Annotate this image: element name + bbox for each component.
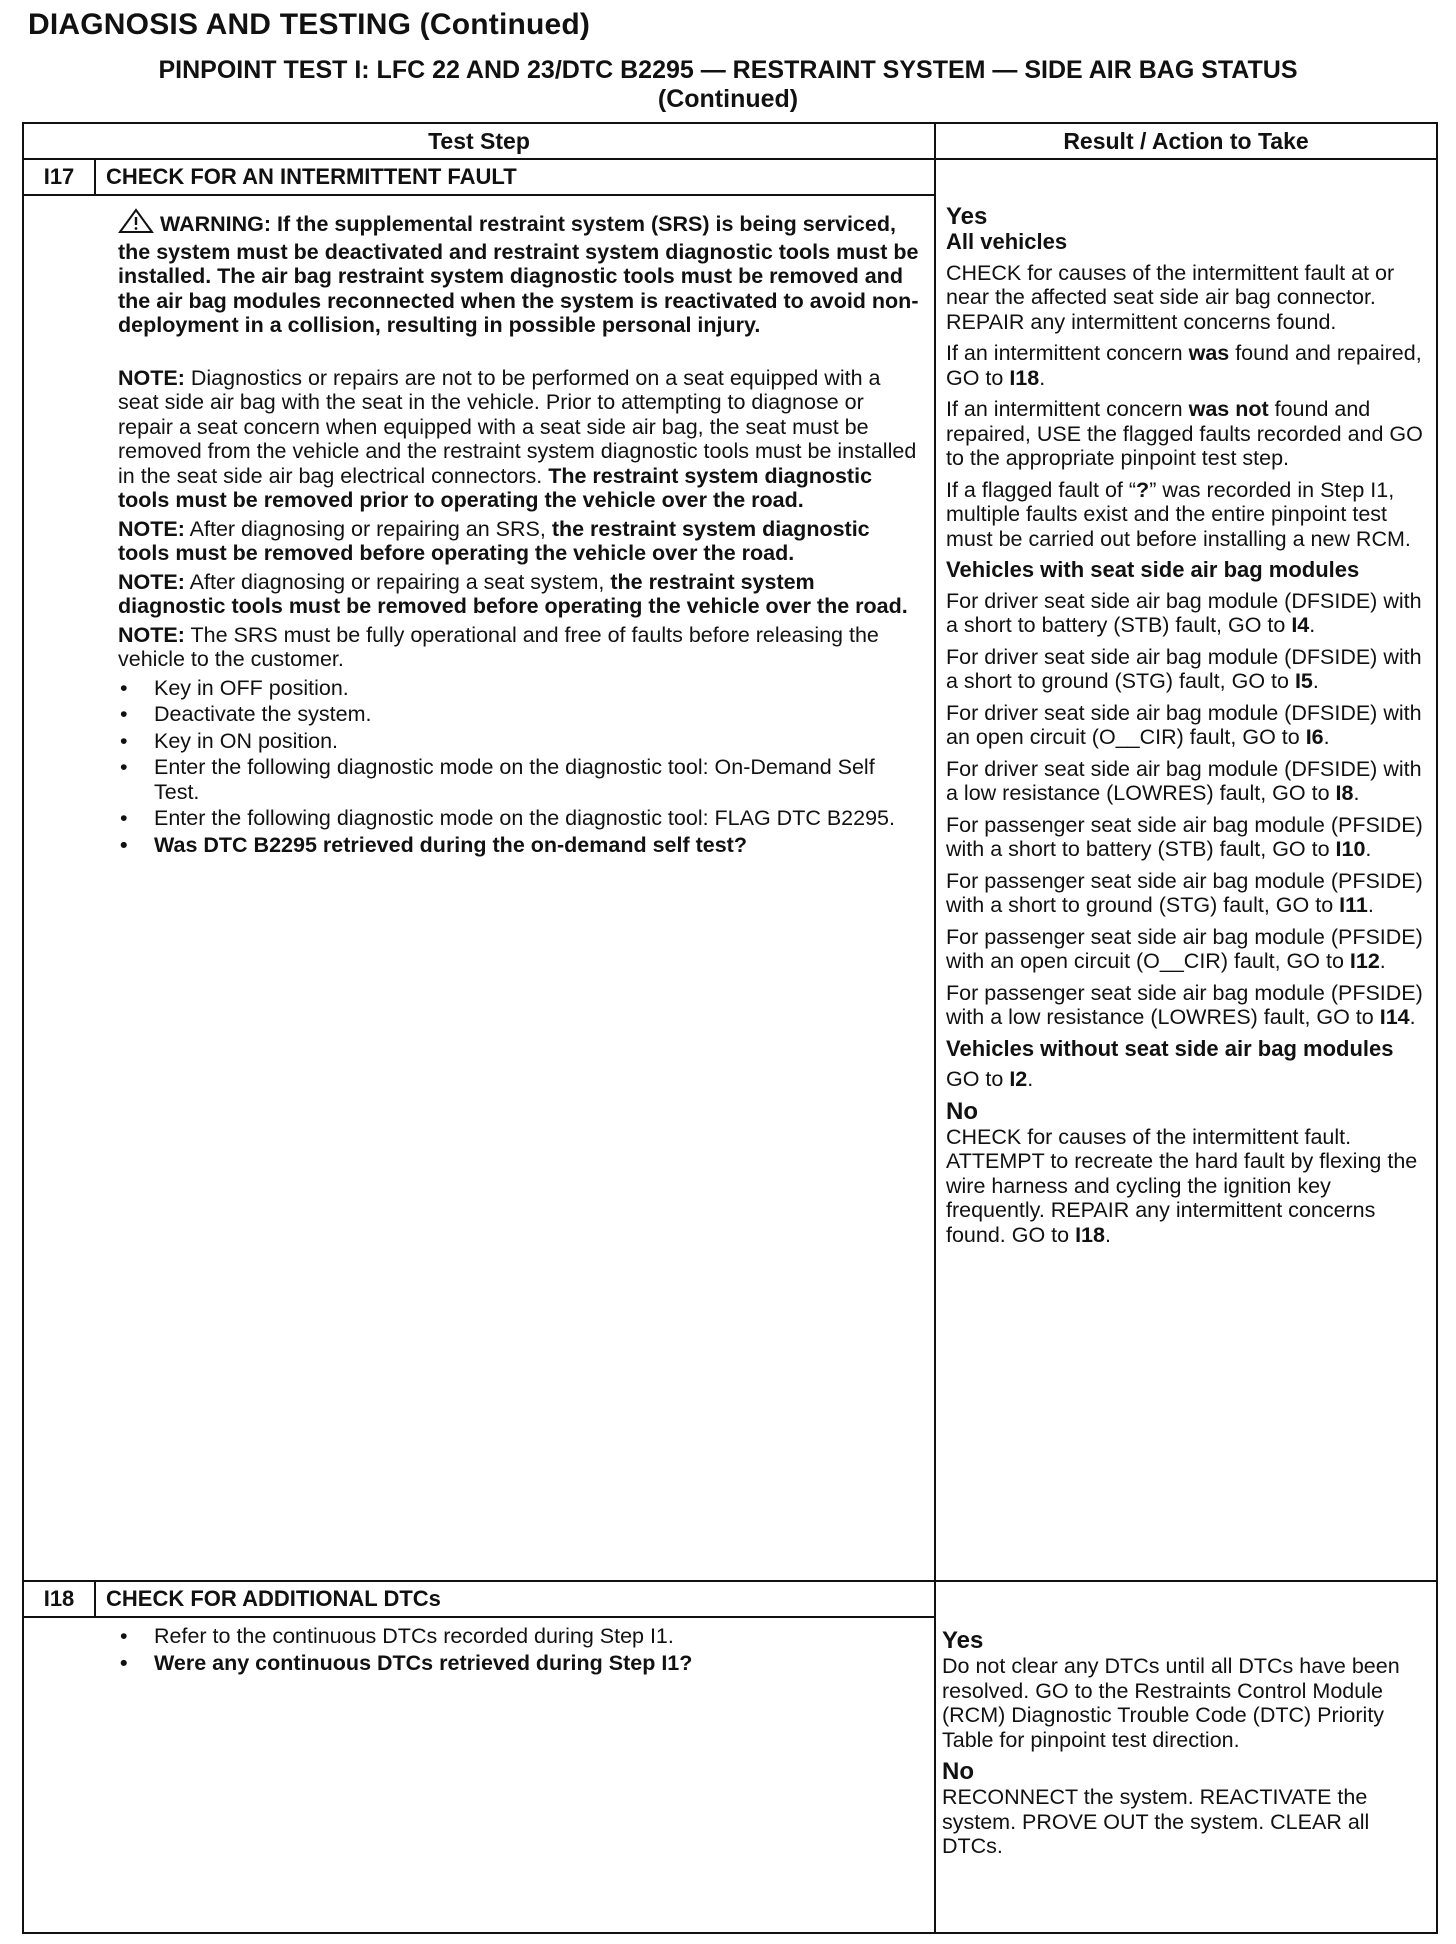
note-srs-tools: NOTE: After diagnosing or repairing an SRS, the restraint system diagnostic tools must be removed before operating the vehicle over the road. xyxy=(118,516,870,565)
warning-text: WARNING: If the supplemental restraint system (SRS) is being serviced, the system must be deactivated and restraint system diagnostic tools must be installed. The air bag restraint system diagnostic tools must be removed and the air bag modules reconnected when the system is reactivated to avoid non-deployment in a collision, resulting in possible personal injury. xyxy=(118,212,919,337)
column-divider xyxy=(934,124,936,1932)
subtitle-line2: (Continued) xyxy=(657,85,799,113)
list-item: • Enter the following diagnostic mode on the diagnostic tool: On-Demand Self Test. xyxy=(118,755,922,804)
goto-item: For passenger seat side air bag module (PFSIDE) with a low resistance (LOWRES) fault, GO to I14. xyxy=(946,980,1423,1029)
step-title-i17: CHECK FOR AN INTERMITTENT FAULT xyxy=(106,164,517,189)
list-item: • Key in OFF position. xyxy=(118,676,922,701)
result-concern-found: If an intermittent concern was found and repaired, GO to I18. xyxy=(946,341,1422,390)
column-header-test-step: Test Step xyxy=(428,128,530,154)
page-title: DIAGNOSIS AND TESTING (Continued) xyxy=(28,8,591,41)
list-item: • Deactivate the system. xyxy=(118,702,922,727)
step-number-i17: I17 xyxy=(43,164,75,189)
i18-title-line xyxy=(24,1616,934,1618)
all-vehicles-heading: All vehicles xyxy=(946,229,1068,254)
i17-title-line xyxy=(24,194,934,196)
goto-item: For driver seat side air bag module (DFSIDE) with a short to ground (STG) fault, GO to I5. xyxy=(946,644,1422,693)
i18-test-step-content xyxy=(118,1624,922,1677)
result-flagged-fault: If a flagged fault of “?” was recorded in Step I1, multiple faults exist and the entire pinpoint test must be carried out before installing a new RCM. xyxy=(946,477,1411,551)
goto-item: For passenger seat side air bag module (PFSIDE) with a short to ground (STG) fault, GO to I11. xyxy=(946,868,1423,917)
i18-procedure-list xyxy=(118,1624,922,1675)
goto-item: For passenger seat side air bag module (PFSIDE) with a short to battery (STB) fault, GO to I10. xyxy=(946,812,1423,861)
goto-item: GO to I2. xyxy=(946,1067,1034,1091)
i17-procedure-list xyxy=(118,676,922,858)
list-item: • Refer to the continuous DTCs recorded during Step I1. xyxy=(118,1624,922,1649)
without-seat-side-heading: Vehicles without seat side air bag modules xyxy=(946,1035,1394,1061)
yes-label: Yes xyxy=(946,203,988,230)
yes-result-text: Do not clear any DTCs until all DTCs have been resolved. GO to the Restraints Control Module (RCM) Diagnostic Trouble Code (DTC) Priority Table for pinpoint test direction. xyxy=(942,1654,1400,1752)
goto-item: For driver seat side air bag module (DFSIDE) with a short to battery (STB) fault, GO to I4. xyxy=(946,588,1422,637)
i18-result-content xyxy=(942,1628,1432,1866)
test-table xyxy=(22,122,1438,1934)
no-label: No xyxy=(942,1758,974,1785)
yes-label: Yes xyxy=(942,1627,984,1654)
list-item: • Enter the following diagnostic mode on the diagnostic tool: FLAG DTC B2295. xyxy=(118,806,922,831)
pinpoint-test-title xyxy=(0,56,1456,114)
goto-item: For passenger seat side air bag module (PFSIDE) with an open circuit (O__CIR) fault, GO to I12. xyxy=(946,924,1423,973)
list-item: • Key in ON position. xyxy=(118,729,922,754)
subtitle-line1: PINPOINT TEST I: LFC 22 AND 23/DTC B2295 — RESTRAINT SYSTEM — SIDE AIR BAG STATUS xyxy=(158,56,1298,84)
no-result-text: RECONNECT the system. REACTIVATE the system. PROVE OUT the system. CLEAR all DTCs. xyxy=(942,1785,1370,1858)
result-concern-not-found: If an intermittent concern was not found and repaired, USE the flagged faults recorded and GO to the appropriate pinpoint test step. xyxy=(946,397,1423,470)
seat-side-heading: Vehicles with seat side air bag modules xyxy=(946,557,1360,582)
no-result-text: CHECK for causes of the intermittent fault. ATTEMPT to recreate the hard fault by flexing the wire harness and cycling the ignition key frequently. REPAIR any intermittent concerns found. GO to I18. xyxy=(946,1124,1418,1247)
i18-question: • Were any continuous DTCs retrieved during Step I1? xyxy=(118,1651,922,1676)
note-seat-removal: NOTE: Diagnostics or repairs are not to be performed on a seat equipped with a seat side air bag with the seat in the vehicle. Prior to attempting to diagnose or repair a seat concern when equipped with a seat side air bag, the seat must be removed from the vehicle and the restraint system diagnostic tools must be installed in the seat side air bag electrical connectors. The restraint system diagnostic tools must be removed prior to operating the vehicle over the road. xyxy=(118,365,917,512)
warning-triangle-icon xyxy=(118,208,154,240)
no-label: No xyxy=(946,1097,978,1125)
goto-item: For driver seat side air bag module (DFSIDE) with a low resistance (LOWRES) fault, GO to I8. xyxy=(946,756,1422,805)
result-check-causes: CHECK for causes of the intermittent fault at or near the affected seat side air bag connector. REPAIR any intermittent concerns found. xyxy=(946,260,1395,334)
note-srs-operational: NOTE: The SRS must be fully operational and free of faults before releasing the vehicle to the customer. xyxy=(118,622,879,671)
note-seat-system-tools: NOTE: After diagnosing or repairing a seat system, the restraint system diagnostic tools must be removed before operating the vehicle over the road. xyxy=(118,569,908,618)
step-title-i18: CHECK FOR ADDITIONAL DTCs xyxy=(106,1586,441,1611)
warning-block xyxy=(118,208,922,338)
i17-question: • Was DTC B2295 retrieved during the on-demand self test? xyxy=(118,833,922,858)
i17-test-step-content xyxy=(118,208,922,859)
goto-item: For driver seat side air bag module (DFSIDE) with an open circuit (O__CIR) fault, GO to I6. xyxy=(946,700,1422,749)
column-header-result: Result / Action to Take xyxy=(1063,128,1309,154)
step-number-i18: I18 xyxy=(43,1586,75,1611)
i17-result-content xyxy=(946,204,1432,1254)
